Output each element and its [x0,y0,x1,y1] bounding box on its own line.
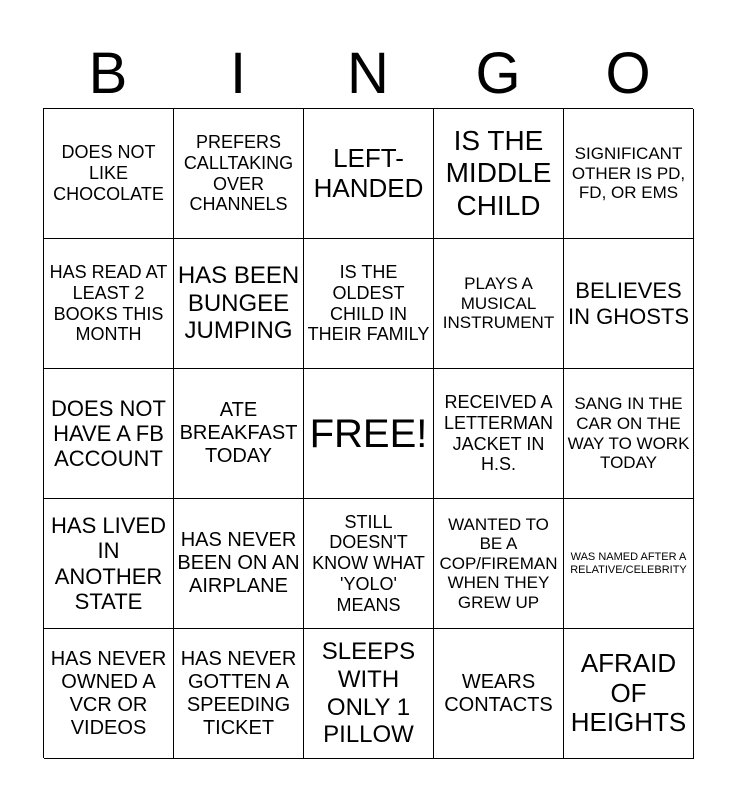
bingo-cell[interactable] [174,499,304,629]
cell-text: AFRAID OF HEIGHTS [570,647,687,738]
cell-text: WEARS CONTACTS [444,670,553,716]
bingo-cell[interactable] [44,369,174,499]
bingo-cell[interactable] [174,109,304,239]
bingo-cell[interactable] [434,239,564,369]
bingo-cell[interactable] [434,109,564,239]
bingo-cell[interactable] [44,239,174,369]
header-letter-b: B [88,41,128,106]
cell-text: STILL DOESN'T KNOW WHAT 'YOLO' MEANS [312,511,425,615]
bingo-cell[interactable] [304,109,434,239]
header-letter-i: I [229,41,247,106]
cell-text: IS THE OLDEST CHILD IN THEIR FAMILY [307,262,430,345]
bingo-cell[interactable] [564,369,694,499]
cell-text: SIGNIFICANT OTHER IS PD, FD, OR EMS [571,144,686,203]
bingo-cell[interactable] [174,239,304,369]
bingo-cell[interactable] [434,629,564,759]
bingo-cell[interactable] [44,109,174,239]
header-letter-o: O [605,41,651,106]
bingo-cell[interactable] [304,629,434,759]
cell-text: SLEEPS WITH ONLY 1 PILLOW [321,638,416,749]
cell-text: PREFERS CALLTAKING OVER CHANNELS [183,132,294,215]
cell-text: DOES NOT HAVE A FB ACCOUNT [51,395,166,472]
cell-text: RECEIVED A LETTERMAN JACKET IN H.S. [443,392,553,475]
bingo-cell[interactable] [44,499,174,629]
cell-text: HAS NEVER OWNED A VCR OR VIDEOS [50,647,167,739]
bingo-cell[interactable] [174,629,304,759]
cell-text: HAS READ AT LEAST 2 BOOKS THIS MONTH [49,262,168,345]
cell-text: WAS NAMED AFTER A RELATIVE/CELEBRITY [570,550,687,576]
bingo-cell[interactable] [564,109,694,239]
bingo-cell[interactable] [434,499,564,629]
cell-text: HAS BEEN BUNGEE JUMPING [177,262,300,345]
bingo-header [43,40,693,108]
cell-text: ATE BREAKFAST TODAY [179,399,298,467]
cell-text: HAS NEVER BEEN ON AN AIRPLANE [177,529,300,597]
cell-text: HAS LIVED IN ANOTHER STATE [51,512,166,614]
header-letter-n: N [347,41,389,106]
bingo-card-grid [43,108,693,758]
cell-text: BELIEVES IN GHOSTS [567,278,689,329]
free-space-text: FREE! [309,411,428,456]
cell-text: PLAYS A MUSICAL INSTRUMENT [442,274,555,333]
bingo-cell[interactable] [564,499,694,629]
cell-text: WANTED TO BE A COP/FIREMAN WHEN THEY GREW UP [439,514,558,612]
header-letter-g: G [475,41,521,106]
free-space[interactable] [304,369,434,499]
cell-text: HAS NEVER GOTTEN A SPEEDING TICKET [180,647,297,739]
bingo-cell[interactable] [564,239,694,369]
bingo-cell[interactable] [304,239,434,369]
cell-text: SANG IN THE CAR ON THE WAY TO WORK TODAY [567,394,690,473]
bingo-cell[interactable] [44,629,174,759]
cell-text: IS THE MIDDLE CHILD [445,125,552,221]
cell-text: DOES NOT LIKE CHOCOLATE [53,142,164,204]
bingo-cell[interactable] [174,369,304,499]
bingo-cell[interactable] [304,499,434,629]
bingo-cell[interactable] [564,629,694,759]
cell-text: LEFT-HANDED [313,142,424,203]
bingo-cell[interactable] [434,369,564,499]
